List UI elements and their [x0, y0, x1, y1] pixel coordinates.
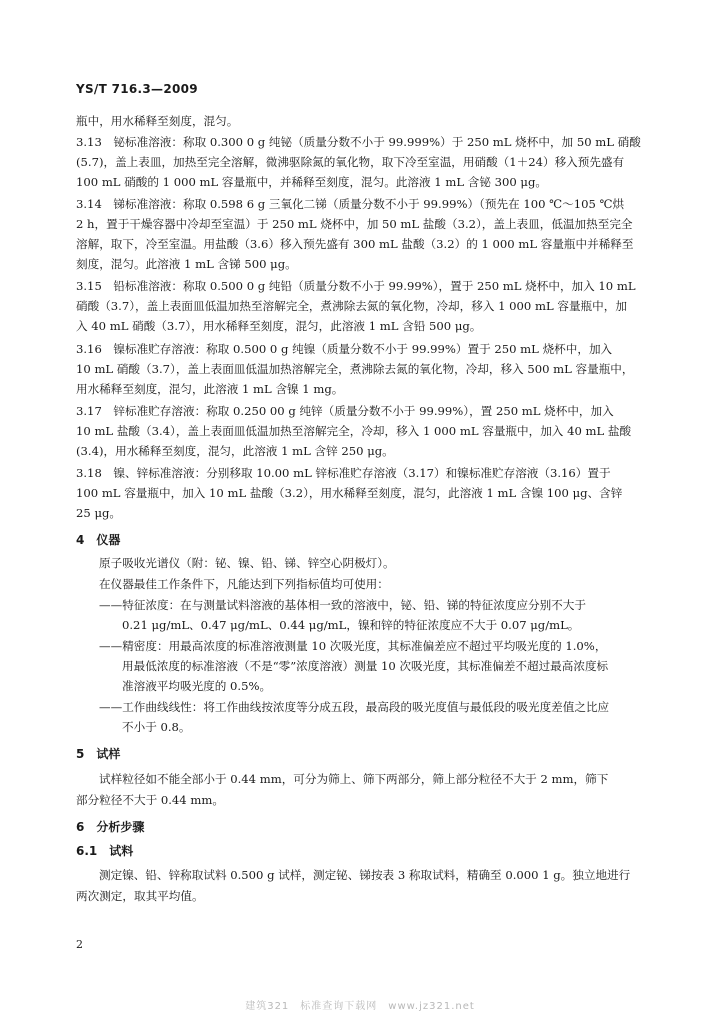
body-line: 瓶中，用水稀释至刻度，混匀。	[76, 114, 239, 128]
body-line: 部分粒径不大于 0.44 mm。	[76, 793, 224, 807]
body-line: ——精密度：用最高浓度的标准溶液测量 10 次吸光度，其标准偏差应不超过平均吸光度的 1.0%，	[99, 639, 607, 653]
body-line: 用最低浓度的标准溶液（不是“零”浓度溶液）测量 10 次吸光度，其标准偏差不超过最高浓度标	[122, 659, 609, 673]
subsection-heading: 6.1 试料	[76, 844, 134, 858]
body-line: 3.17 锌标准贮存溶液：称取 0.250 00 g 纯锌（质量分数不小于 99.99%），置 250 mL 烧杯中，加入	[76, 404, 614, 418]
body-line: 3.14 锑标准溶液：称取 0.598 6 g 三氧化二锑（质量分数不小于 99.99%）（预先在 100 ℃～105 ℃烘	[76, 197, 625, 211]
body-line: 3.18 镍、锌标准溶液：分别移取 10.00 mL 锌标准贮存溶液（3.17）和镍标准贮存溶液（3.16）置于	[76, 466, 611, 480]
body-line: 原子吸收光谱仪（附：铋、镍、铅、锑、锌空心阴极灯）。	[99, 556, 395, 570]
body-line: 用水稀释至刻度，混匀，此溶液 1 mL 含镍 1 mg。	[76, 382, 344, 396]
document-code: YS/T 716.3—2009	[76, 82, 198, 96]
body-line: 3.16 镍标准贮存溶液：称取 0.500 0 g 纯镍（质量分数不小于 99.99%）置于 250 mL 烧杯中，加入	[76, 342, 613, 356]
body-line: 两次测定，取其平均值。	[76, 889, 204, 903]
body-line: 100 mL 硝酸的 1 000 mL 容量瓶中，并稀释至刻度，混匀。此溶液 1 mL 含铋 300 μg。	[76, 175, 547, 189]
body-line: 3.13 铋标准溶液：称取 0.300 0 g 纯铋（质量分数不小于 99.999%）于 250 mL 烧杯中，加 50 mL 硝酸	[76, 135, 641, 149]
watermark-footer: 建筑321 标准查询下载网 www.jz321.net	[245, 1001, 475, 1012]
body-line: 25 μg。	[76, 506, 121, 520]
body-line: ——特征浓度：在与测量试料溶液的基体相一致的溶液中，铋、铅、锑的特征浓度应分别不大于	[99, 598, 586, 612]
body-line: 刻度，混匀。此溶液 1 mL 含锑 500 μg。	[76, 257, 297, 271]
page-number: 2	[76, 938, 83, 951]
body-line: 在仪器最佳工作条件下，凡能达到下列指标值均可使用：	[99, 577, 389, 591]
section-heading: 5 试样	[76, 747, 121, 761]
body-line: 3.15 铅标准溶液：称取 0.500 0 g 纯铅（质量分数不小于 99.99%），置于 250 mL 烧杯中，加入 10 mL	[76, 279, 636, 293]
section-heading: 4 仪器	[76, 533, 121, 547]
body-line: ——工作曲线线性：将工作曲线按浓度等分成五段，最高段的吸光度值与最低段的吸光度差值之比应	[99, 700, 610, 714]
body-line: 0.21 μg/mL、0.47 μg/mL、0.44 μg/mL，镍和锌的特征浓度应不大于 0.07 μg/mL。	[122, 618, 580, 632]
body-line: 10 mL 盐酸（3.4），盖上表面皿低温加热至溶解完全，冷却，移入 1 000 mL 容量瓶中，加入 40 mL 盐酸	[76, 424, 632, 438]
body-line: 2 h，置于干燥容器中冷却至室温）于 250 mL 烧杯中，加 50 mL 盐酸（3.2），盖上表皿，低温加热至完全	[76, 217, 633, 231]
section-heading: 6 分析步骤	[76, 820, 145, 834]
body-line: 不小于 0.8。	[122, 720, 191, 734]
body-line: 测定镍、铅、锌称取试料 0.500 g 试样，测定铋、锑按表 3 称取试料，精确至 0.000 1 g。独立地进行	[99, 868, 631, 882]
body-line: 溶解，取下，冷至室温。用盐酸（3.6）移入预先盛有 300 mL 盐酸（3.2）的 1 000 mL 容量瓶中并稀释至	[76, 237, 634, 251]
body-line: 准溶液平均吸光度的 0.5%。	[122, 679, 272, 693]
body-line: 硝酸（3.7），盖上表面皿低温加热至溶解完全，煮沸除去氮的氧化物，冷却，移入 1 000 mL 容量瓶中，加	[76, 299, 627, 313]
body-line: 试样粒径如不能全部小于 0.44 mm，可分为筛上、筛下两部分，筛上部分粒径不大于 2 mm，筛下	[99, 772, 609, 786]
body-line: 10 mL 硝酸（3.7），盖上表面皿低温加热溶解完全，煮沸除去氮的氧化物，冷却，移入 500 mL 容量瓶中，	[76, 362, 634, 376]
body-line: 100 mL 容量瓶中，加入 10 mL 盐酸（3.2），用水稀释至刻度，混匀，此溶液 1 mL 含镍 100 μg、含锌	[76, 486, 623, 500]
body-line: (3.4)，用水稀释至刻度，混匀，此溶液 1 mL 含锌 250 μg。	[76, 444, 394, 458]
body-line: (5.7)，盖上表皿，加热至完全溶解，微沸驱除氮的氧化物，取下冷至室温，用硝酸（1＋24）移入预先盛有	[76, 155, 625, 169]
body-line: 入 40 mL 硝酸（3.7），用水稀释至刻度，混匀，此溶液 1 mL 含铅 500 μg。	[76, 319, 482, 333]
